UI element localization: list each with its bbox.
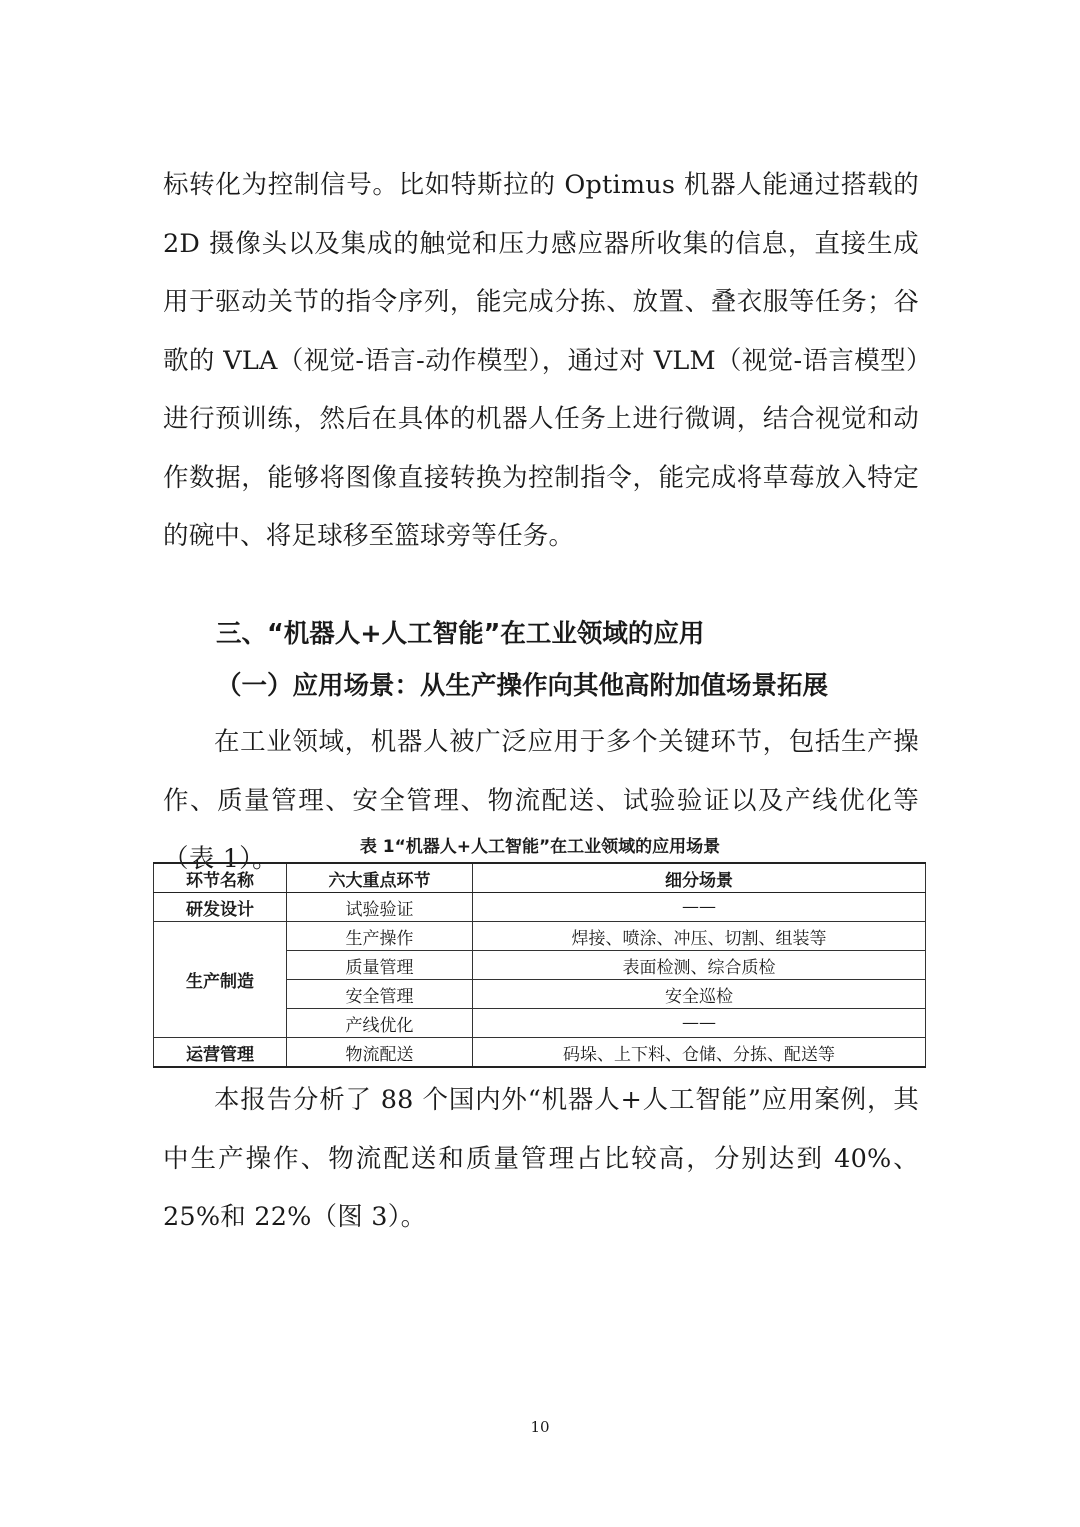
body-paragraph-3: 本报告分析了 88 个国内外“机器人+人工智能”应用案例，其中生产操作、物流配送和质量管理占比较高，分别达到 40%、25%和 22%（图 3）。 [163, 1085, 919, 1232]
scene-cell: —— [473, 1009, 926, 1038]
step-cell: 生产操作 [287, 922, 473, 951]
table-header-cell: 环节名称 [154, 863, 287, 893]
table-row [154, 1038, 926, 1068]
table-header-cell: 细分场景 [473, 863, 926, 893]
step-cell: 安全管理 [287, 980, 473, 1009]
scene-cell: —— [473, 893, 926, 922]
table-row [154, 922, 926, 951]
group-cell: 研发设计 [154, 893, 287, 922]
body-paragraph-2: 在工业领域，机器人被广泛应用于多个关键环节，包括生产操作、质量管理、安全管理、物流配送、试验验证以及产线优化等（表 1）。 [163, 727, 919, 874]
step-cell: 物流配送 [287, 1038, 473, 1068]
table-caption: 表 1“机器人+人工智能”在工业领域的应用场景 [359, 837, 721, 857]
group-cell: 运营管理 [154, 1038, 287, 1068]
scene-cell: 焊接、喷涂、冲压、切割、组装等 [473, 922, 926, 951]
body-paragraph-1: 标转化为控制信号。比如特斯拉的 Optimus 机器人能通过搭载的 2D 摄像头以及集成的触觉和压力感应器所收集的信息，直接生成用于驱动关节的指令序列，能完成分拣、放置、叠衣服等任务；谷歌的 VLA（视觉-语言-动作模型），通过对 VLM（视觉-语言模型）进行预训练，然后在具体的机器人任务上进行微调，结合视觉和动作数据，能够将图像直接转换为控制指令，能完成将草莓放入特定的碗中、将足球移至篮球旁等任务。 [163, 170, 919, 551]
subsection-heading: （一）应用场景：从生产操作向其他高附加值场景拓展 [216, 671, 829, 701]
step-cell: 试验验证 [287, 893, 473, 922]
scene-cell: 码垛、上下料、仓储、分拣、配送等 [473, 1038, 926, 1068]
scene-cell: 表面检测、综合质检 [473, 951, 926, 980]
table-header-cell: 六大重点环节 [287, 863, 473, 893]
page-number: 10 [530, 1418, 550, 1436]
table-header-row [154, 863, 926, 893]
step-cell: 质量管理 [287, 951, 473, 980]
scene-cell: 安全巡检 [473, 980, 926, 1009]
section-heading: 三、“机器人+人工智能”在工业领域的应用 [216, 619, 705, 649]
group-cell: 生产制造 [154, 922, 287, 1038]
application-scenarios-table [153, 862, 926, 1068]
step-cell: 产线优化 [287, 1009, 473, 1038]
table-row [154, 893, 926, 922]
